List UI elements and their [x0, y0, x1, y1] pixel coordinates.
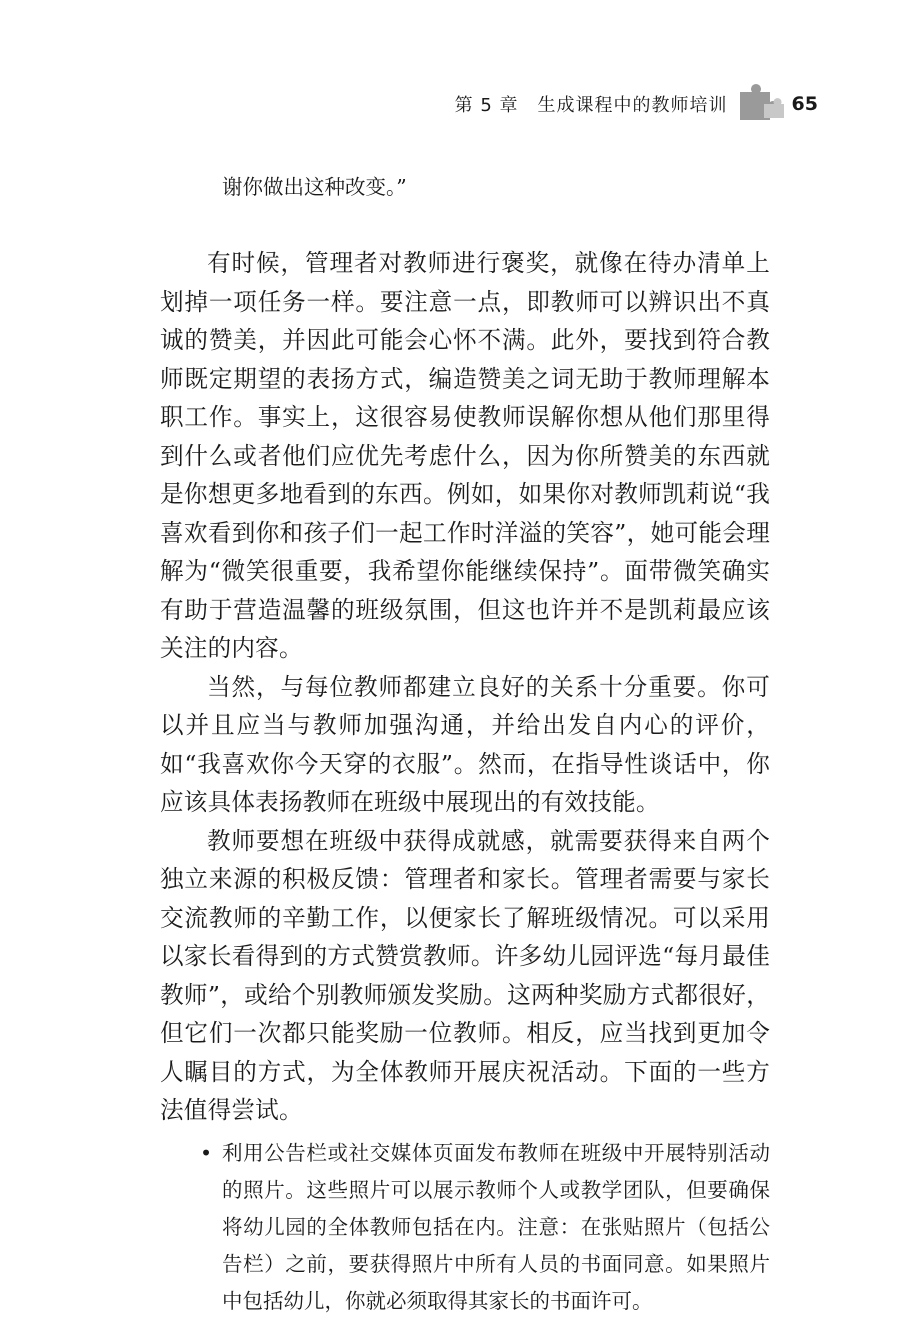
chapter-title: 第 5 章 生成课程中的教师培训	[454, 95, 728, 116]
page-body	[160, 168, 770, 1320]
bullet-item	[200, 1135, 770, 1320]
bullet-marker: •	[200, 1140, 213, 1165]
running-header	[455, 84, 818, 124]
bullet-text: 利用公告栏或社交媒体页面发布教师在班级中开展特别活动的照片。这些照片可以展示教师个人或教学团队，但要确保将幼儿园的全体教师包括在内。注意：在张贴照片（包括公告栏）之前，要获得照片中所有人员的书面同意。如果照片中包括幼儿，你就必须取得其家长的书面许可。	[222, 1140, 770, 1313]
quote-continuation: 谢你做出这种改变。”	[222, 175, 407, 199]
paragraph: 当然，与每位教师都建立良好的关系十分重要。你可以并且应当与教师加强沟通，并给出发自内心的评价，如“我喜欢你今天穿的衣服”。然而，在指导性谈话中，你应该具体表扬教师在班级中展现出的有效技能。	[160, 672, 770, 816]
paragraph: 有时候，管理者对教师进行褒奖，就像在待办清单上划掉一项任务一样。要注意一点，即教师可以辨识出不真诚的赞美，并因此可能会心怀不满。此外，要找到符合教师既定期望的表扬方式，编造赞美之词无助于教师理解本职工作。事实上，这很容易使教师误解你想从他们那里得到什么或者他们应优先考虑什么，因为你所赞美的东西就是你想更多地看到的东西。例如，如果你对教师凯莉说“我喜欢看到你和孩子们一起工作时洋溢的笑容”，她可能会理解为“微笑很重要，我希望你能继续保持”。面带微笑确实有助于营造温馨的班级氛围，但这也许并不是凯莉最应该关注的内容。	[160, 249, 770, 662]
page-number: 65	[791, 93, 818, 115]
paragraph: 教师要想在班级中获得成就感，就需要获得来自两个独立来源的积极反馈：管理者和家长。管理者需要与家长交流教师的辛勤工作，以便家长了解班级情况。可以采用以家长看得到的方式赞赏教师。许多幼儿园评选“每月最佳教师”，或给个别教师颁发奖励。这两种奖励方式都很好，但它们一次都只能奖励一位教师。相反，应当找到更加令人瞩目的方式，为全体教师开展庆祝活动。下面的一些方法值得尝试。	[160, 826, 770, 1124]
bullet-list	[160, 1135, 770, 1320]
puzzle-icon	[736, 84, 786, 124]
